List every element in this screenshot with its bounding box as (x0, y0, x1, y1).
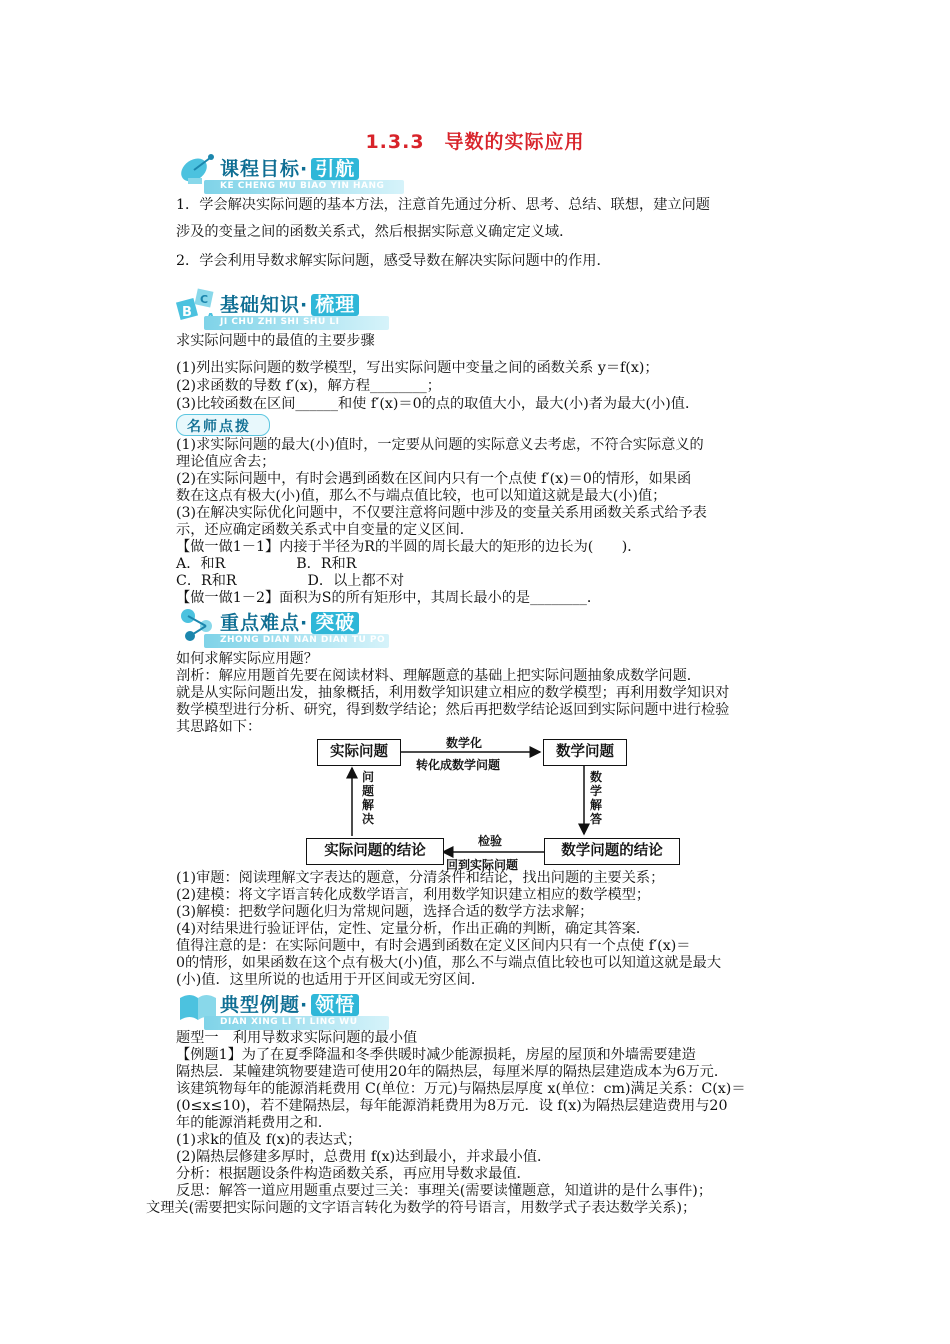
text-line: (2)在实际问题中，有时会遇到函数在区间内只有一个点使 f′(x)＝0的情形，如果函 (176, 471, 692, 487)
banner-title: 典型例题· 领悟 (220, 990, 359, 1017)
tip-badge: 名师点拨 (176, 414, 270, 436)
section-banner-key-points (176, 602, 416, 650)
text-line: (0≤x≤10)，若不建隔热层，每年能源消耗费用为8万元．设 f(x)为隔热层建造费用与20 (176, 1098, 728, 1114)
text-line: (1)求实际问题的最大(小)值时，一定要从问题的实际意义去考虑，不符合实际意义的 (176, 437, 704, 453)
text-line: 值得注意的是：在实际问题中，有时会遇到函数在定义区间内只有一个点使 f′(x)＝ (176, 938, 691, 954)
text-line: (1)列出实际问题的数学模型，写出实际问题中变量之间的函数关系 y＝f(x)； (176, 360, 659, 376)
text-line: 年的能源消耗费用之和． (176, 1115, 333, 1131)
page-title: 1.3.3 导数的实际应用 (365, 131, 585, 153)
text-line: 理论值应舍去； (176, 454, 276, 470)
banner-subtitle: DIAN XING LI TI LING WU (220, 1017, 358, 1027)
text-line: 就是从实际问题出发，抽象概括，利用数学知识建立相应的数学模型；再利用数学知识对 (176, 685, 730, 701)
text-line: (1)求k的值及 f(x)的表达式； (176, 1132, 362, 1148)
text-line: 0的情形，如果函数在这个点有极大(小)值，那么不与端点值比较也可以知道这就是最大 (176, 955, 722, 971)
text-line: (3)解模：把数学问题化归为常规问题，选择合适的数学方法求解； (176, 904, 594, 920)
text-line: 文理关(需要把实际问题的文字语言转化为数学的符号语言，用数学式子表达数学关系)； (146, 1200, 697, 1216)
flow-label-verify: 检验 (478, 834, 503, 848)
option-line: A．和R B．R和R (176, 556, 357, 572)
section-banner-basics (176, 284, 416, 332)
text-line: 反思：解答一道应用题重点要过三关：事理关(需要读懂题意，知道讲的是什么事件)； (176, 1183, 713, 1199)
exercise-1-1: 【做一做1－1】内接于半径为R的半圆的周长最大的矩形的边长为( )． (176, 539, 642, 555)
banner-title: 重点难点· 突破 (220, 608, 359, 635)
text-line: 2．学会利用导数求解实际问题，感受导数在解决实际问题中的作用． (176, 253, 611, 269)
flow-box-real-conclusion: 实际问题的结论 (306, 838, 444, 865)
text-line: 数学模型进行分析、研究，得到数学结论；然后再把数学结论返回到实际问题中进行检验 (176, 702, 730, 718)
text-line: (2)求函数的导数 f′(x)，解方程________； (176, 378, 441, 394)
text-line: (1)审题：阅读理解文字表达的题意，分清条件和结论，找出问题的主要关系； (176, 870, 665, 886)
flow-box-math-problem: 数学问题 (543, 739, 627, 766)
text-line: 隔热层．某幢建筑物要建造可使用20年的隔热层，每厘米厚的隔热层建造成本为6万元． (176, 1064, 729, 1080)
flow-label-mathematize: 数学化 (446, 736, 483, 750)
text-line: 如何求解实际应用题？ (176, 651, 318, 667)
flow-label-math-solve: 数学解答 (590, 770, 603, 826)
section-banner-goals (176, 148, 416, 196)
text-line: (3)在解决实际优化问题中，不仅要注意将问题中涉及的变量关系用函数关系式给予表 (176, 505, 707, 521)
flow-label-return: 回到实际问题 (446, 858, 519, 872)
example-1: 【例题1】为了在夏季降温和冬季供暖时减少能源损耗，房屋的屋顶和外墙需要建造 (176, 1047, 696, 1063)
text-line: 涉及的变量之间的函数关系式，然后根据实际意义确定定义域． (176, 224, 574, 240)
text-line: 题型一 利用导数求实际问题的最小值 (176, 1030, 418, 1046)
option-line: C．R和R D．以上都不对 (176, 573, 405, 589)
text-line: (2)隔热层修建多厚时，总费用 f(x)达到最小，并求最小值． (176, 1149, 552, 1165)
flow-box-real-problem: 实际问题 (317, 739, 401, 766)
text-line: (3)比较函数在区间______和使 f′(x)＝0的点的取值大小，最大(小)者为最大(小)值． (176, 396, 700, 412)
text-line: (4)对结果进行验证评估，定性、定量分析，作出正确的判断，确定其答案． (176, 921, 651, 937)
banner-subtitle: KE CHENG MU BIAO YIN HANG (220, 181, 385, 191)
section-banner-examples (176, 984, 416, 1032)
flow-label-transform: 转化成数学问题 (416, 758, 501, 772)
text-line: 其思路如下： (176, 719, 262, 735)
svg-text:C: C (200, 293, 209, 306)
flow-label-problem-solve: 问题解决 (362, 770, 375, 826)
text-line: 求实际问题中的最值的主要步骤 (176, 333, 375, 349)
svg-text:B: B (182, 305, 192, 320)
banner-subtitle: JI CHU ZHI SHI SHU LI (220, 317, 340, 327)
exercise-1-2: 【做一做1－2】面积为S的所有矩形中，其周长最小的是________． (176, 590, 602, 606)
process-flow-diagram (300, 732, 690, 870)
banner-title: 基础知识· 梳理 (220, 290, 359, 317)
flow-box-math-conclusion: 数学问题的结论 (544, 838, 680, 865)
banner-title: 课程目标· 引航 (220, 154, 359, 181)
banner-subtitle: ZHONG DIAN NAN DIAN TU PO (220, 635, 386, 645)
text-line: 示，还应确定函数关系式中自变量的定义区间． (176, 522, 474, 538)
text-line: 数在这点有极大(小)值，那么不与端点值比较，也可以知道这就是最大(小)值； (176, 488, 667, 504)
text-line: (2)建模：将文字语言转化成数学语言，利用数学知识建立相应的数学模型； (176, 887, 651, 903)
text-line: 分析：根据题设条件构造函数关系，再应用导数求最值． (176, 1166, 531, 1182)
text-line: 1．学会解决实际问题的基本方法，注意首先通过分析、思考、总结、联想，建立问题 (176, 197, 710, 213)
text-line: 剖析：解应用题首先要在阅读材料、理解题意的基础上把实际问题抽象成数学问题． (176, 668, 701, 684)
text-line: (小)值．这里所说的也适用于开区间或无穷区间． (176, 972, 486, 988)
text-line: 该建筑物每年的能源消耗费用 C(单位：万元)与隔热层厚度 x(单位：cm)满足关系：C(x)＝ (176, 1081, 746, 1097)
